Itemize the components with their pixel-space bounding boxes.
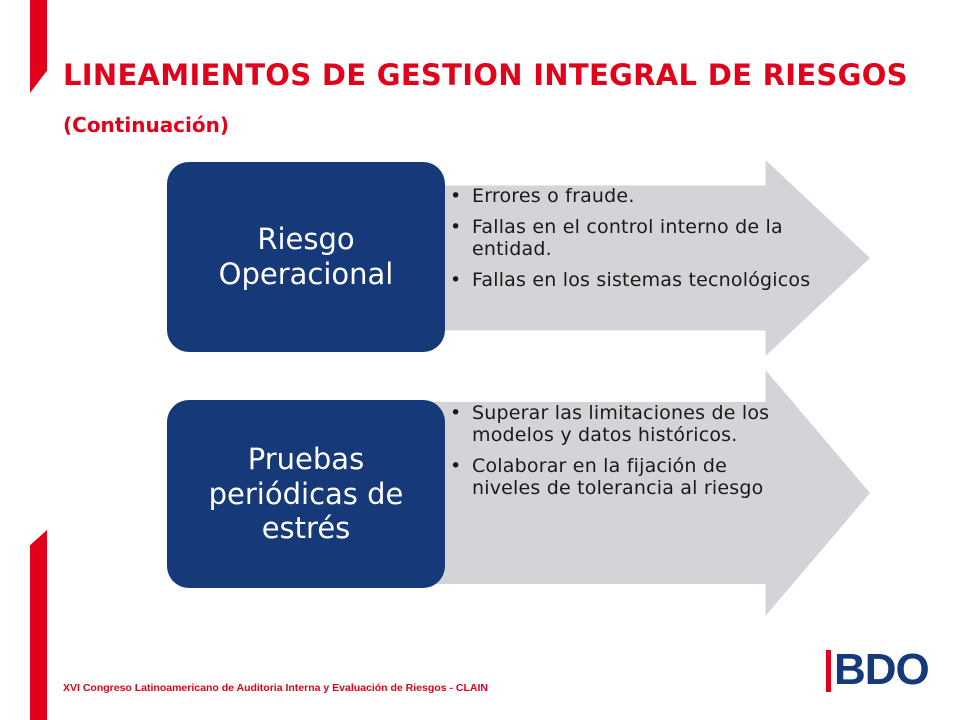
box-pruebas-estres — [167, 400, 445, 588]
slide-title: LINEAMIENTOS DE GESTION INTEGRAL DE RIESGOS — [63, 58, 908, 92]
list-item: • Errores o fraude. — [450, 186, 820, 208]
list-item: • Fallas en los sistemas tecnológicos — [450, 270, 820, 292]
accent-bar-top — [30, 0, 47, 93]
list-item: • Fallas en el control interno de la entidad. — [450, 217, 820, 261]
list-item: • Colaborar en la fijación de niveles de tolerancia al riesgo — [450, 456, 780, 500]
box-label: Riesgo Operacional — [218, 222, 394, 291]
logo-text: BDO — [834, 645, 929, 694]
list-item: • Superar las limitaciones de los modelos y datos históricos. — [450, 403, 780, 447]
slide-subtitle: (Continuación) — [63, 113, 230, 137]
footer-text: XVI Congreso Latinoamericano de Auditoria Interna y Evaluación de Riesgos - CLAIN — [63, 682, 488, 694]
box-label: Pruebas periódicas de estrés — [208, 441, 404, 546]
bdo-logo — [826, 645, 929, 694]
logo-bar-icon — [826, 650, 831, 692]
box-riesgo-operacional — [167, 162, 445, 352]
bullet-list-operational — [450, 186, 820, 300]
bullet-list-stress — [450, 403, 780, 508]
accent-bar-bottom — [30, 530, 47, 720]
